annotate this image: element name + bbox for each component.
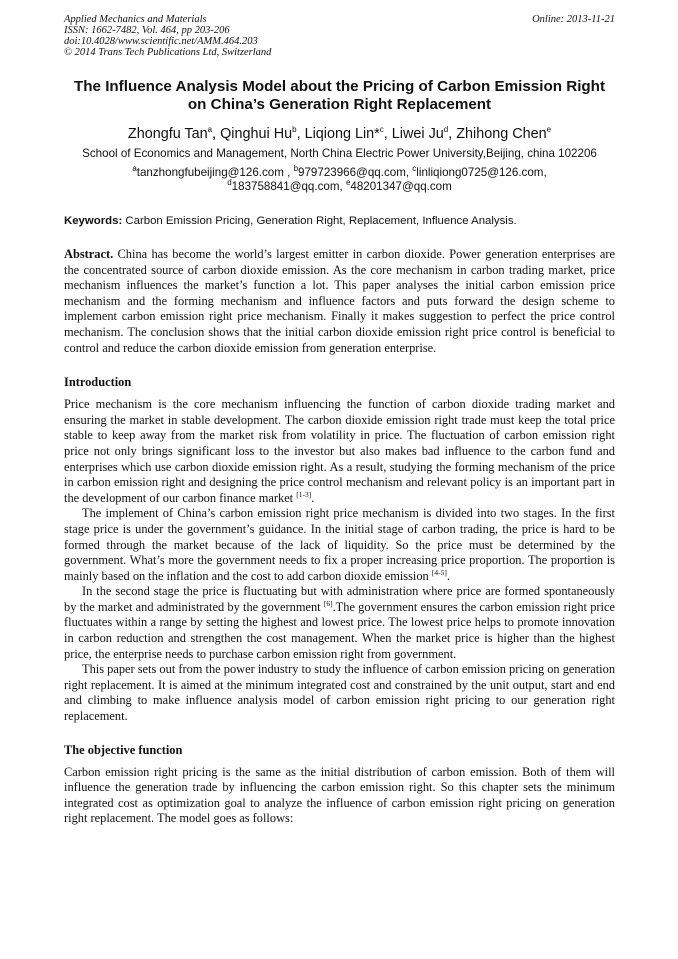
abstract bbox=[64, 247, 615, 356]
author-sep: , bbox=[383, 126, 392, 142]
email-sup: a bbox=[132, 164, 137, 174]
paragraph: This paper sets out from the power industry to study the influence of carbon emission pricing on generation right replacement. It is aimed at the minimum integrated cost and constrained by the unit output, start and end and climbing to make influence analysis model of carbon emission right pricing to our generation right replacement. bbox=[64, 662, 616, 724]
author-sep: , bbox=[296, 126, 305, 142]
section-heading-introduction: Introduction bbox=[64, 375, 132, 390]
paragraph-text: . bbox=[311, 490, 315, 505]
email-sup: c bbox=[412, 164, 417, 174]
paragraph-text: In the second stage the price is fluctuating but with administration where price are formed spontaneously by the market and administrated by the government bbox=[64, 584, 615, 614]
citation: [4-5] bbox=[431, 567, 447, 577]
email-link[interactable]: 183758841@qq.com, bbox=[231, 180, 346, 193]
paper-page bbox=[64, 14, 615, 827]
online-date: Online: 2013-11-21 bbox=[532, 14, 615, 25]
author: Zhongfu Tan bbox=[127, 126, 208, 142]
abstract-text: China has become the world’s largest emitter in carbon dioxide. Power generation enterprises are the concentrated source of carbon dioxide emission. As the core mechanism in carbon trading market, price mechanism influences the market’s function a lot. This paper analyses the initial carbon emission price mechanism and the forming mechanism and influence factors and puts forward the design scheme to implement carbon emission right price mechanism. Finally it makes suggestion to perfect the price control mechanism. The conclusion shows that the initial carbon dioxide emission right price control is beneficial to control and reduce the carbon dioxide emission from generation enterprise. bbox=[64, 247, 615, 355]
email-sup: d bbox=[227, 178, 232, 188]
paragraph-text: Price mechanism is the core mechanism influencing the function of carbon dioxide trading market and ensuring the market in stable development. The carbon dioxide emission right trade must keep the total price stable to keep away from the market risk from volatility in price. The fluctuation of carbon emission right price not only brings significant loss to the investor but also makes bad influence to the carbon fund and enterprises which use carbon dioxide emission right. As a result, studying the forming mechanism of the price in carbon emission right and designing the price control mechanism and relevant policy is an important part in the development of our carbon finance market bbox=[64, 397, 615, 505]
paragraph-text: . bbox=[446, 568, 450, 583]
paragraph-text: .The government ensures the carbon emission right price fluctuates within a range by setting the highest and lowest price. The lowest price helps to promote innovation in carbon reduction and strengthen the cost management. When the market price is higher than the highest price, the enterprise needs to purchase carbon emission right from government. bbox=[64, 599, 615, 661]
author: Zhihong Chen bbox=[456, 126, 547, 142]
paper-title: The Influence Analysis Model about the Pricing of Carbon Emission Right on China’s Generation Right Replacement bbox=[73, 78, 606, 113]
paragraph bbox=[64, 506, 615, 584]
email-sup: b bbox=[293, 164, 299, 174]
keywords bbox=[64, 214, 615, 228]
issn-line: ISSN: 1662-7482, Vol. 464, pp 203-206 bbox=[64, 25, 230, 36]
author-sep: , bbox=[448, 126, 457, 142]
copyright-line: © 2014 Trans Tech Publications Ltd, Switzerland bbox=[64, 47, 272, 58]
journal-meta bbox=[64, 25, 615, 58]
citation: [1-3] bbox=[296, 489, 312, 499]
email-link[interactable]: 48201347@qq.com bbox=[350, 180, 452, 193]
author-sup: e bbox=[546, 125, 552, 135]
citation: [6] bbox=[323, 598, 333, 608]
section-heading-objective: The objective function bbox=[64, 742, 183, 757]
abstract-label: Abstract. bbox=[64, 247, 114, 261]
author: Liqiong Lin* bbox=[304, 126, 380, 142]
doi-line: doi:10.4028/www.scientific.net/AMM.464.203 bbox=[64, 36, 258, 47]
keywords-text: Carbon Emission Pricing, Generation Right, Replacement, Influence Analysis. bbox=[122, 215, 517, 227]
author-sup: d bbox=[443, 125, 449, 135]
author-sup: b bbox=[292, 125, 297, 135]
email-link[interactable]: tanzhongfubeijing@126.com , bbox=[136, 166, 291, 179]
paragraph bbox=[64, 397, 615, 506]
email-link[interactable]: 979723966@qq.com, bbox=[298, 166, 413, 179]
author-sup: c bbox=[379, 125, 384, 135]
author: Qinghui Hu bbox=[220, 126, 293, 142]
paragraph bbox=[64, 584, 615, 662]
keywords-label: Keywords: bbox=[64, 215, 123, 227]
affiliation: School of Economics and Management, North China Electric Power University,Beijing, china 102206 bbox=[82, 147, 597, 160]
author-sup: a bbox=[207, 125, 213, 135]
journal-header bbox=[64, 14, 615, 25]
author-sep: , bbox=[212, 126, 221, 142]
email-list bbox=[64, 166, 615, 194]
author: Liwei Ju bbox=[391, 126, 444, 142]
paragraph: Carbon emission right pricing is the same as the initial distribution of carbon emission. Both of them will influence the generation trade by influencing the carbon emission right. So this chapter sets the minimum integrated cost as optimization goal to analyze the influence of carbon emission right pricing on generation right replacement. The model goes as follows: bbox=[64, 764, 615, 826]
email-sup: e bbox=[345, 178, 351, 188]
journal-name: Applied Mechanics and Materials bbox=[64, 14, 207, 25]
paragraph-text: The implement of China’s carbon emission right price mechanism is divided into two stages. In the first stage price is under the government’s guidance. In the initial stage of carbon trading, the price is hard to be formed through the market because of the lack of liquidity. So the price must be determined by the government. What’s more the government needs to fix a proper increasing price proportion. The proportion is mainly based on the inflation and the cost to add carbon dioxide emission bbox=[64, 506, 615, 583]
email-link[interactable]: linliqiong0725@126.com, bbox=[416, 166, 547, 179]
author-list bbox=[64, 125, 615, 143]
